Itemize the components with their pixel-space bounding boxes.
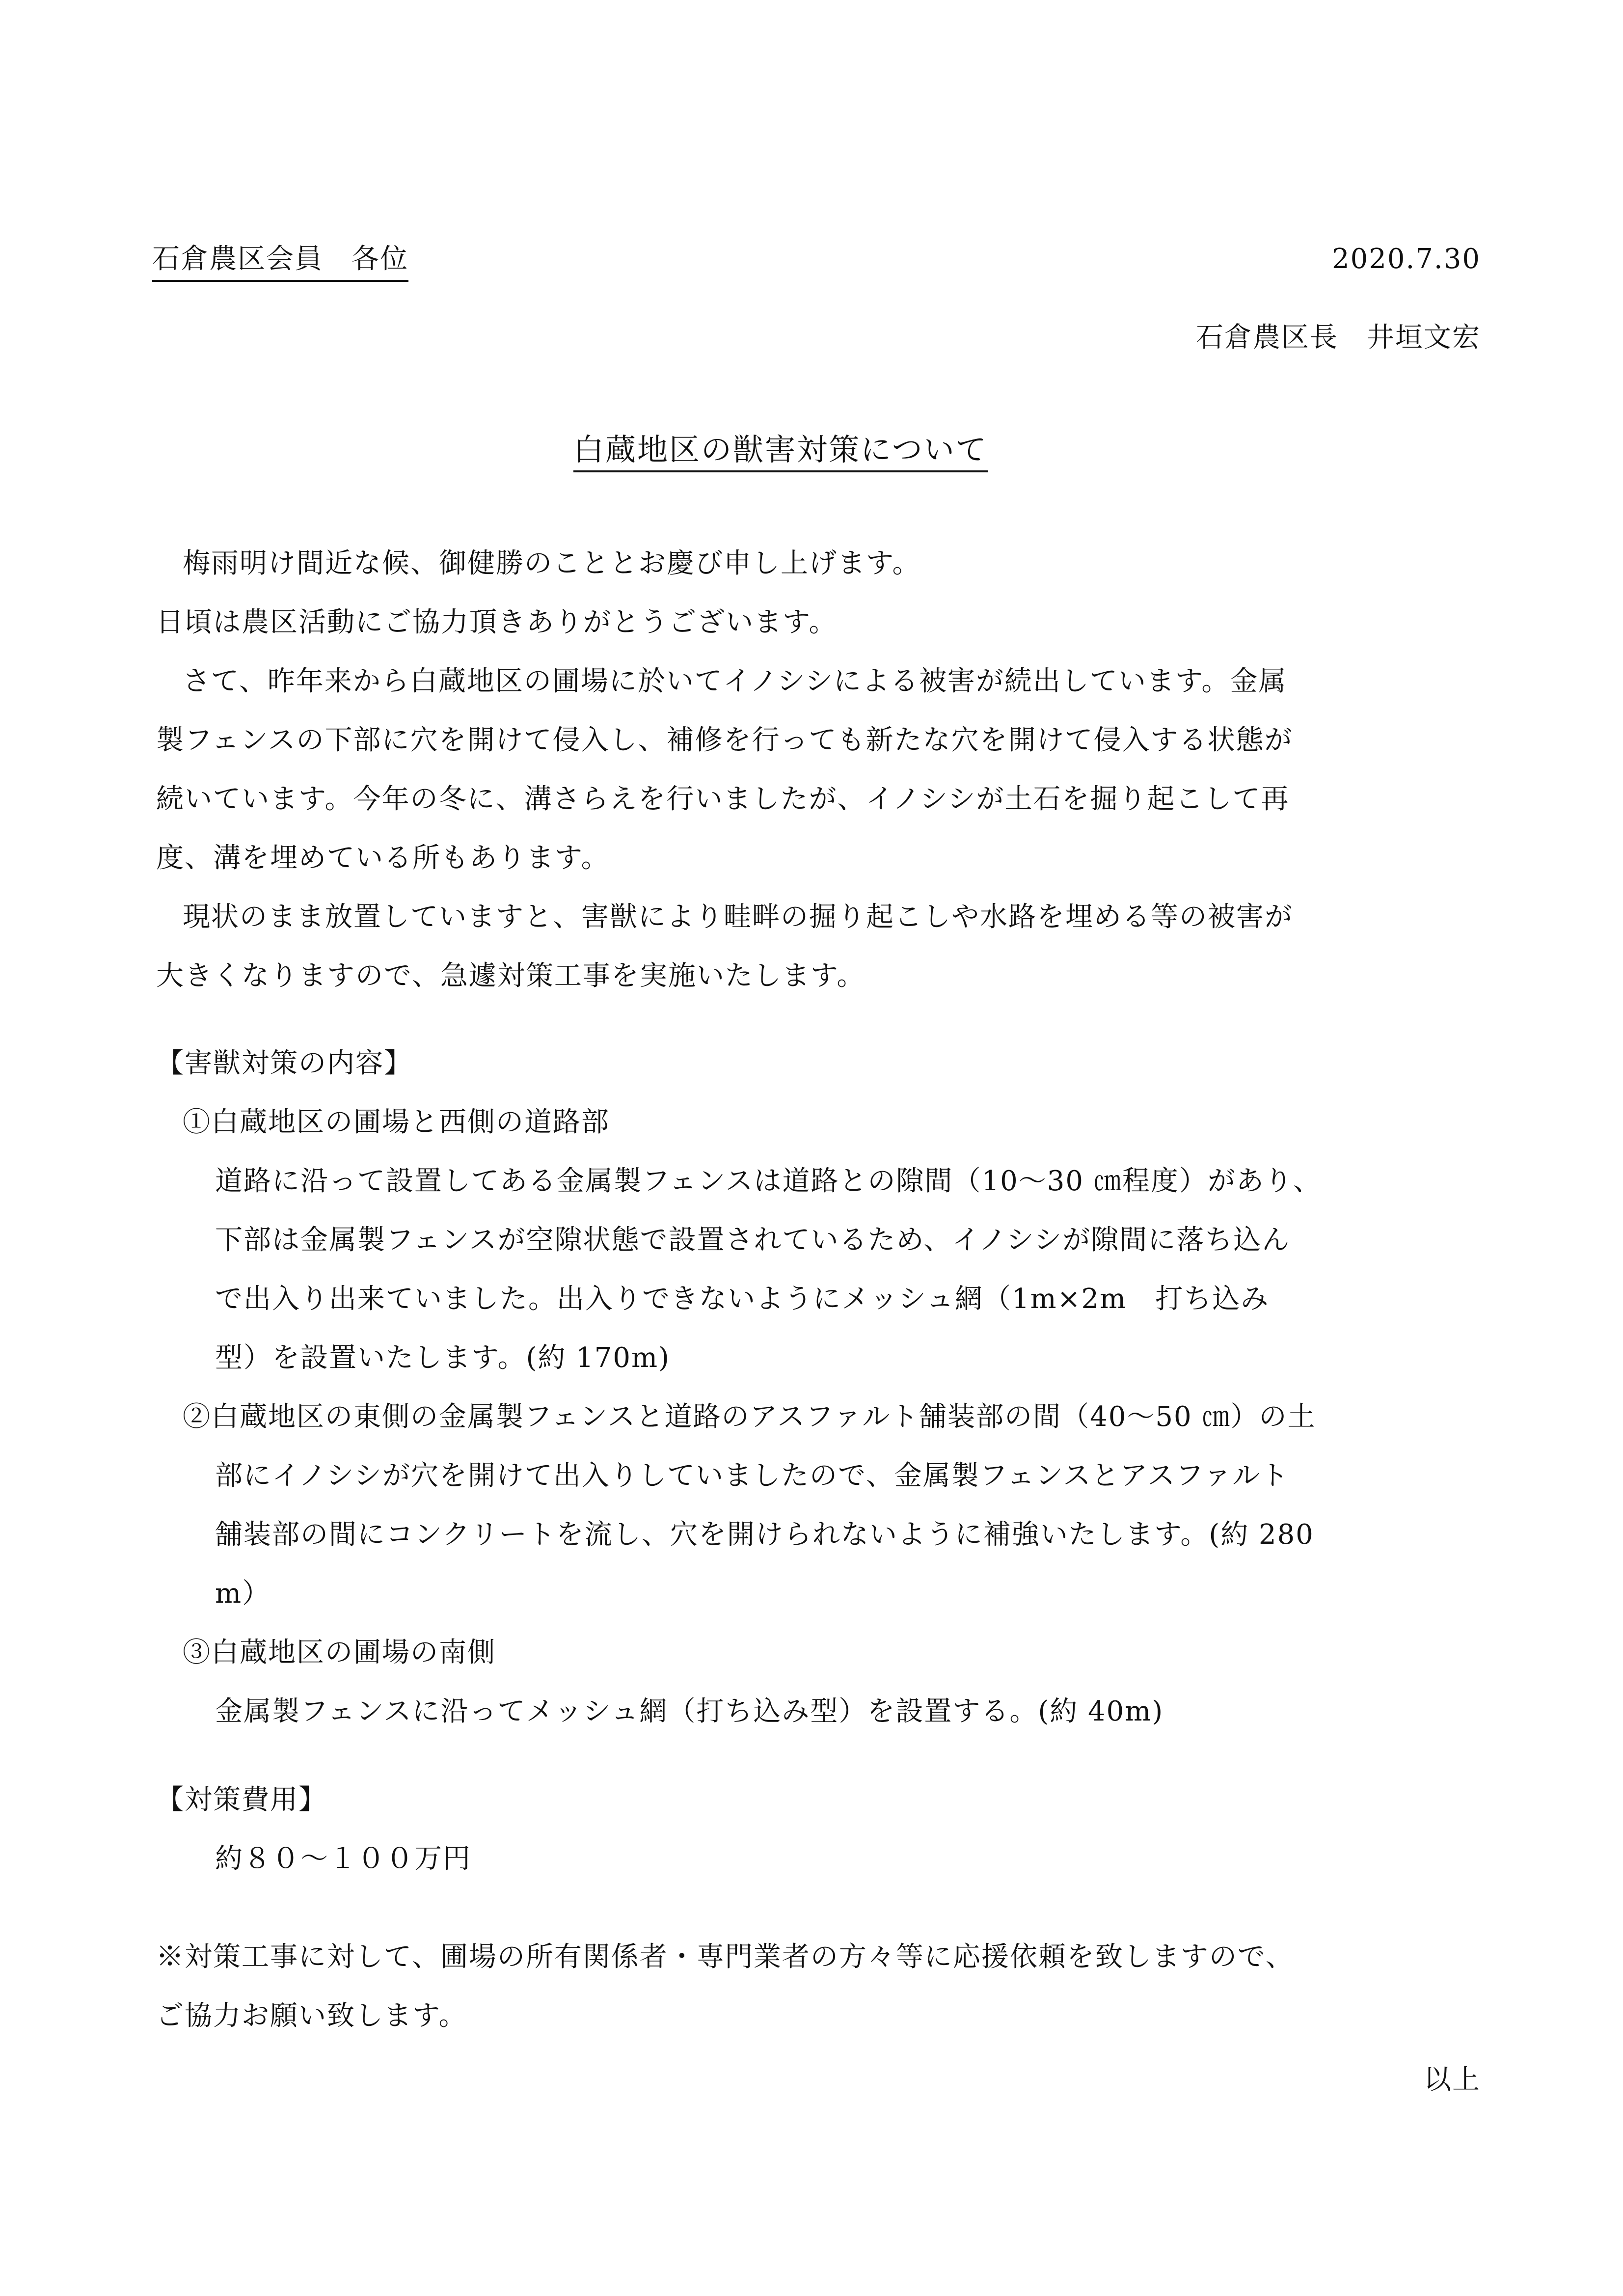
measure-item-2-line-4: m） — [215, 1578, 271, 1610]
body-paragraph-3-line-4: 度、溝を埋めている所もあります。 — [156, 842, 610, 874]
body-paragraph-4-line-1: 現状のまま放置していますと、害獣により畦畔の掘り起こしや水路を埋める等の被害が — [183, 901, 1293, 933]
measure-item-1-line-3: で出入り出来ていました。出入りできないようにメッシュ網（1m×2m 打ち込み — [215, 1283, 1270, 1315]
measure-item-3-title: ③白蔵地区の圃場の南側 — [183, 1637, 496, 1668]
body-paragraph-3-line-3: 続いています。今年の冬に、溝さらえを行いましたが、イノシシが土石を掘り起こして再 — [156, 783, 1290, 815]
recipient-line: 石倉農区会員 各位 — [152, 242, 408, 282]
measure-item-2-line-2: 部にイノシシが穴を開けて出入りしていましたので、金属製フェンスとアスファルト — [215, 1460, 1290, 1492]
measure-item-1-title: ①白蔵地区の圃場と西側の道路部 — [183, 1106, 610, 1138]
measure-item-2-line-3: 舗装部の間にコンクリートを流し、穴を開けられないように補強いたします。(約 280 — [215, 1519, 1314, 1551]
cost-heading: 【対策費用】 — [156, 1784, 327, 1816]
document-date: 2020.7.30 — [1331, 243, 1481, 275]
measure-item-2-line-1: ②白蔵地区の東側の金属製フェンスと道路のアスファルト舗装部の間（40～50 ㎝）の土 — [183, 1401, 1316, 1433]
cost-amount: 約８０～１００万円 — [215, 1843, 471, 1875]
body-paragraph-3-line-2: 製フェンスの下部に穴を開けて侵入し、補修を行っても新たな穴を開けて侵入する状態が — [156, 724, 1293, 756]
measures-heading: 【害獣対策の内容】 — [156, 1047, 412, 1079]
note-line-2: ご協力お願い致します。 — [156, 2000, 467, 2032]
measure-item-1-line-2: 下部は金属製フェンスが空隙状態で設置されているため、イノシシが隙間に落ち込ん — [215, 1224, 1291, 1256]
body-paragraph-3-line-1: さて、昨年来から白蔵地区の圃場に於いてイノシシによる被害が続出しています。金属 — [183, 665, 1287, 697]
note-line-1: ※対策工事に対して、圃場の所有関係者・専門業者の方々等に応援依頼を致しますので、 — [156, 1941, 1294, 1973]
measure-item-3-line-1: 金属製フェンスに沿ってメッシュ網（打ち込み型）を設置する。(約 40m) — [215, 1695, 1164, 1727]
closing-text: 以上 — [1424, 2064, 1481, 2096]
sender-name: 石倉農区長 井垣文宏 — [1196, 322, 1481, 354]
body-paragraph-1: 梅雨明け間近な候、御健勝のこととお慶び申し上げます。 — [183, 547, 921, 579]
document-title: 白蔵地区の獣害対策について — [573, 432, 988, 472]
measure-item-1-line-1: 道路に沿って設置してある金属製フェンスは道路との隙間（10～30 ㎝程度）があり、 — [215, 1165, 1322, 1197]
measure-item-1-line-4: 型）を設置いたします。(約 170m) — [215, 1342, 671, 1374]
body-paragraph-4-line-2: 大きくなりますので、急遽対策工事を実施いたします。 — [156, 960, 866, 992]
body-paragraph-2: 日頃は農区活動にご協力頂きありがとうございます。 — [156, 606, 838, 638]
